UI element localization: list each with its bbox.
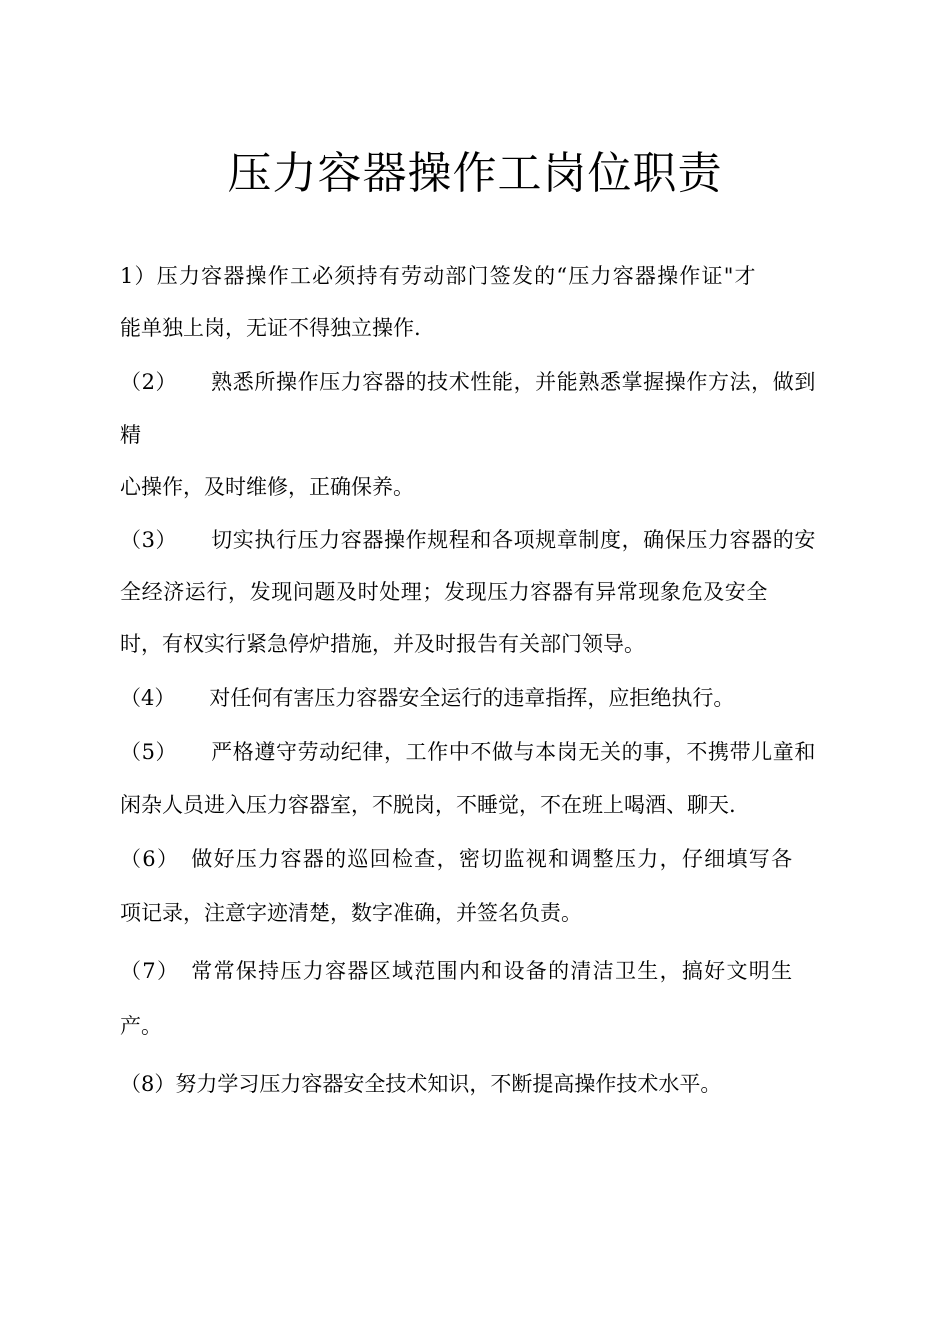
paragraph-8-text: 努力学习压力容器安全技术知识，不断提高操作技术水平。 [175, 1072, 722, 1096]
paragraph-7-line-2: 产。 [120, 1014, 162, 1038]
paragraph-4-line-1 [120, 684, 840, 712]
paragraph-2-line-3: 心操作，及时维修，正确保养。 [120, 475, 414, 499]
paragraph-6-line-1 [120, 845, 840, 873]
item-number-5: （5） [120, 740, 178, 764]
paragraph-8-line-1 [120, 1070, 840, 1098]
paragraph-2-line-2: 精 [120, 423, 141, 447]
paragraph-5-line-2: 闲杂人员进入压力容器室，不脱岗，不睡觉，不在班上喝酒、聊天. [120, 793, 736, 817]
item-number-3: （3） [120, 528, 178, 552]
paragraph-5-text: 严格遵守劳动纪律，工作中不做与本岗无关的事，不携带儿童和 [211, 740, 816, 764]
item-number-8: （8） [120, 1072, 176, 1096]
paragraph-1-line-1: 1）压力容器操作工必须持有劳动部门签发的“压力容器操作证"才 [120, 264, 757, 288]
item-number-6: （6） [120, 847, 180, 871]
paragraph-3-line-1 [120, 526, 840, 554]
paragraph-3-line-3: 时，有权实行紧急停炉措施，并及时报告有关部门领导。 [120, 632, 645, 656]
paragraph-2-text: 熟悉所操作压力容器的技术性能，并能熟悉掌握操作方法，做到 [211, 370, 816, 394]
paragraph-2-line-1 [120, 368, 840, 396]
paragraph-1-line-2: 能单独上岗，无证不得独立操作. [120, 316, 421, 340]
paragraph-7-text: 常常保持压力容器区域范围内和设备的清洁卫生，搞好文明生 [191, 959, 794, 983]
item-number-2: （2） [120, 370, 178, 394]
paragraph-6-text: 做好压力容器的巡回检查，密切监视和调整压力，仔细填写各 [191, 847, 794, 871]
paragraph-5-line-1 [120, 738, 840, 766]
paragraph-7-line-1 [120, 957, 840, 985]
item-number-4: （4） [120, 686, 176, 710]
paragraph-6-line-2: 项记录，注意字迹清楚，数字准确，并签名负责。 [120, 901, 582, 925]
item-number-7: （7） [120, 959, 180, 983]
paragraph-3-text: 切实执行压力容器操作规程和各项规章制度，确保压力容器的安 [211, 528, 816, 552]
document-title: 压力容器操作工岗位职责 [227, 148, 723, 199]
paragraph-4-text: 对任何有害压力容器安全运行的违章指挥，应拒绝执行。 [209, 686, 735, 710]
paragraph-3-line-2: 全经济运行，发现问题及时处理；发现压力容器有异常现象危及安全 [120, 580, 768, 604]
